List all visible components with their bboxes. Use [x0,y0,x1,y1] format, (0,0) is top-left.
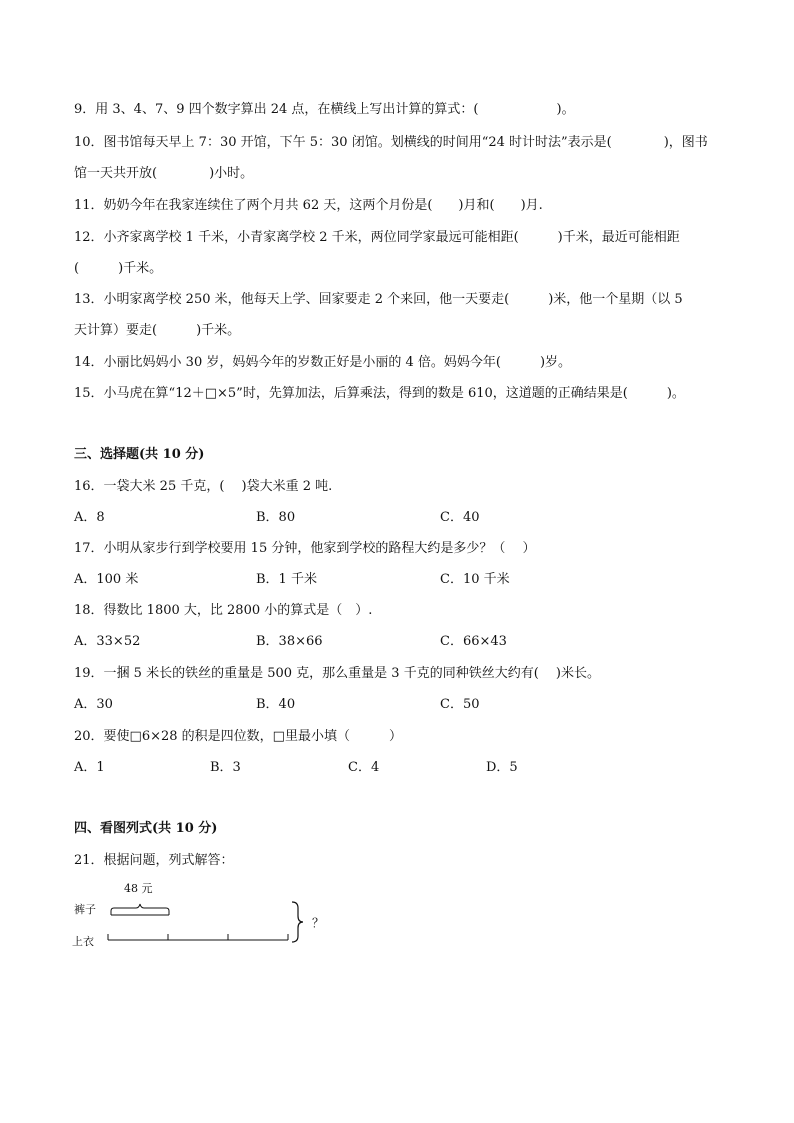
option-d: D．5 [486,760,518,775]
option-b: B．40 [256,697,296,712]
section-3-title: 三、选择题(共 10 分) [74,447,205,462]
option-b: B．80 [256,510,296,525]
option-c: C．4 [348,760,380,775]
option-b: B．38×66 [256,634,323,649]
option-a: A．1 [74,760,105,775]
question-16-options [74,509,724,527]
option-c: C．50 [440,697,480,712]
question-10-line2: 馆一天共开放( )小时。 [74,166,254,181]
option-a: A．8 [74,510,105,525]
question-15: 15．小马虎在算“12＋□×5”时，先算加法，后算乘法，得到的数是 610，这道题的正确结果是( )。 [74,386,685,401]
question-18-options [74,633,724,651]
question-19: 19．一捆 5 米长的铁丝的重量是 500 克，那么重量是 3 千克的同种铁丝大约有( )米长。 [74,666,600,681]
option-b: B．3 [210,760,241,775]
line-segment-diagram [70,880,330,960]
option-a: A．100 米 [74,572,139,587]
right-brace [292,902,303,942]
option-a: A．33×52 [74,634,141,649]
option-a: A．30 [74,697,113,712]
option-b: B．1 千米 [256,572,317,587]
option-c: C．10 千米 [440,572,510,587]
question-19-options [74,696,724,714]
question-mark: ？ [312,916,325,930]
question-20-options [74,759,724,777]
option-c: C．40 [440,510,480,525]
question-14: 14．小丽比妈妈小 30 岁，妈妈今年的岁数正好是小丽的 4 倍。妈妈今年( )岁。 [74,355,572,370]
question-11: 11．奶奶今年在我家连续住了两个月共 62 天，这两个月份是( )月和( )月. [74,198,543,213]
question-10-line1: 10．图书馆每天早上 7：30 开馆，下午 5：30 闭馆。划横线的时间用“24 时计时法”表示是( )，图书 [74,135,708,150]
amount-label: 48 元 [124,882,153,895]
question-13-line1: 13．小明家离学校 250 米，他每天上学、回家要走 2 个来回，他一天要走( )米，他一个星期（以 5 [74,292,683,307]
question-12-line1: 12．小齐家离学校 1 千米，小青家离学校 2 千米，两位同学家最远可能相距( )千米，最近可能相距 [74,230,680,245]
section-4-title: 四、看图列式(共 10 分) [74,821,218,836]
question-12-line2: ( )千米。 [74,261,163,276]
question-17-options [74,571,724,589]
pants-brace [111,904,169,915]
question-13-line2: 天计算）要走( )千米。 [74,323,241,338]
question-16: 16．一袋大米 25 千克，( )袋大米重 2 吨. [74,479,333,494]
question-9: 9．用 3、4、7、9 四个数字算出 24 点，在横线上写出计算的算式：( )。 [74,102,575,117]
jacket-label: 上衣 [72,935,94,948]
question-18: 18．得数比 1800 大，比 2800 小的算式是（ ）. [74,603,373,618]
option-c: C．66×43 [440,634,507,649]
diagram-lines [70,880,330,960]
question-21: 21．根据问题，列式解答： [74,853,234,868]
pants-label: 裤子 [74,903,96,916]
question-20: 20．要使□6×28 的积是四位数，□里最小填（ ） [74,729,402,744]
question-17: 17．小明从家步行到学校要用 15 分钟，他家到学校的路程大约是多少？（ ） [74,541,536,556]
